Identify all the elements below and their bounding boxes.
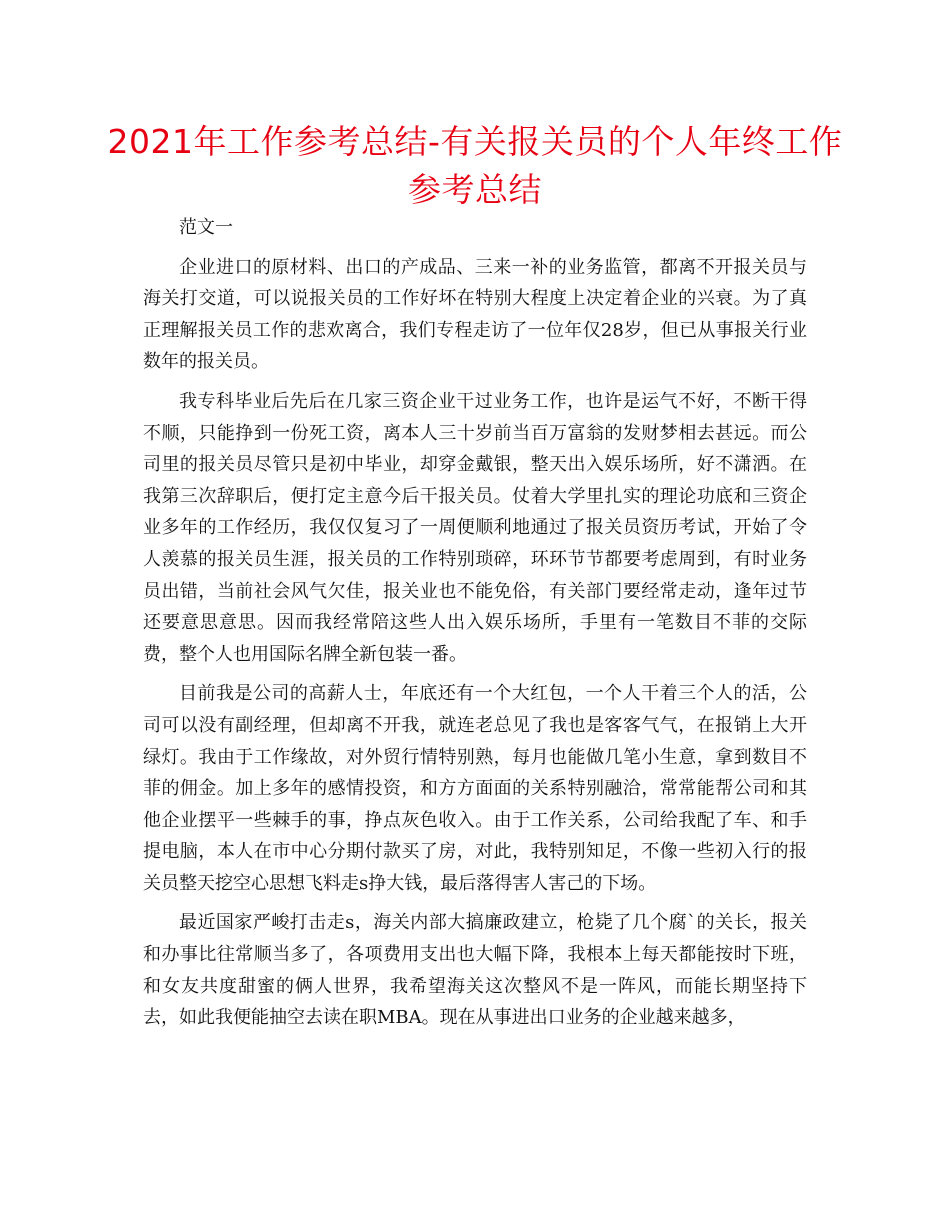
paragraph-4: 最近国家严峻打击走s，海关内部大搞廉政建立，枪毙了几个腐`的关长，报关和办事比往常顺当多了，各项费用支出也大幅下降，我根本上每天都能按时下班，和女友共度甜蜜的俩人世界，我希望海关这次整风不是一阵风，而能长期坚持下去，如此我便能抽空去读在职MBA。现在从事进出口业务的企业越来越多， xyxy=(143,912,807,1029)
paragraph-1: 企业进口的原材料、出口的产成品、三来一补的业务监管，都离不开报关员与海关打交道，可以说报关员的工作好坏在特别大程度上决定着企业的兴衰。为了真正理解报关员工作的悲欢离合，我们专程走访了一位年仅28岁，但已从事报关行业数年的报关员。 xyxy=(143,256,807,373)
paragraph-2: 我专科毕业后先后在几家三资企业干过业务工作，也许是运气不好，不断干得不顺，只能挣到一份死工资，离本人三十岁前当百万富翁的发财梦相去甚远。而公司里的报关员尽管只是初中毕业，却穿金戴银，整天出入娱乐场所，好不潇洒。在我第三次辞职后，便打定主意今后干报关员。仗着大学里扎实的理论功底和三资企业多年的工作经历，我仅仅复习了一周便顺利地通过了报关员资历考试，开始了令人羡慕的报关员生涯，报关员的工作特别琐碎，环环节节都要考虑周到，有时业务员出错，当前社会风气欠佳，报关业也不能免俗，有关部门要经常走动，逢年过节还要意思意思。因而我经常陪这些人出入娱乐场所，手里有一笔数目不菲的交际费，整个人也用国际名牌全新包装一番。 xyxy=(143,390,807,665)
document-title: 2021年工作参考总结-有关报关员的个人年终工作参考总结 xyxy=(107,122,843,209)
document-body xyxy=(143,212,807,1042)
section-label: 范文一 xyxy=(179,217,233,238)
paragraph-3: 目前我是公司的高薪人士，年底还有一个大红包，一个人干着三个人的活，公司可以没有副经理，但却离不开我，就连老总见了我也是客客气气，在报销上大开绿灯。我由于工作缘故，对外贸行情特别熟，每月也能做几笔小生意，拿到数目不菲的佣金。加上多年的感情投资，和方方面面的关系特别融洽，常常能帮公司和其他企业摆平一些棘手的事，挣点灰色收入。由于工作关系，公司给我配了车、和手提电脑，本人在市中心分期付款买了房，对此，我特别知足，不像一些初入行的报关员整天挖空心思想飞料走s挣大钱，最后落得害人害己的下场。 xyxy=(143,683,807,894)
